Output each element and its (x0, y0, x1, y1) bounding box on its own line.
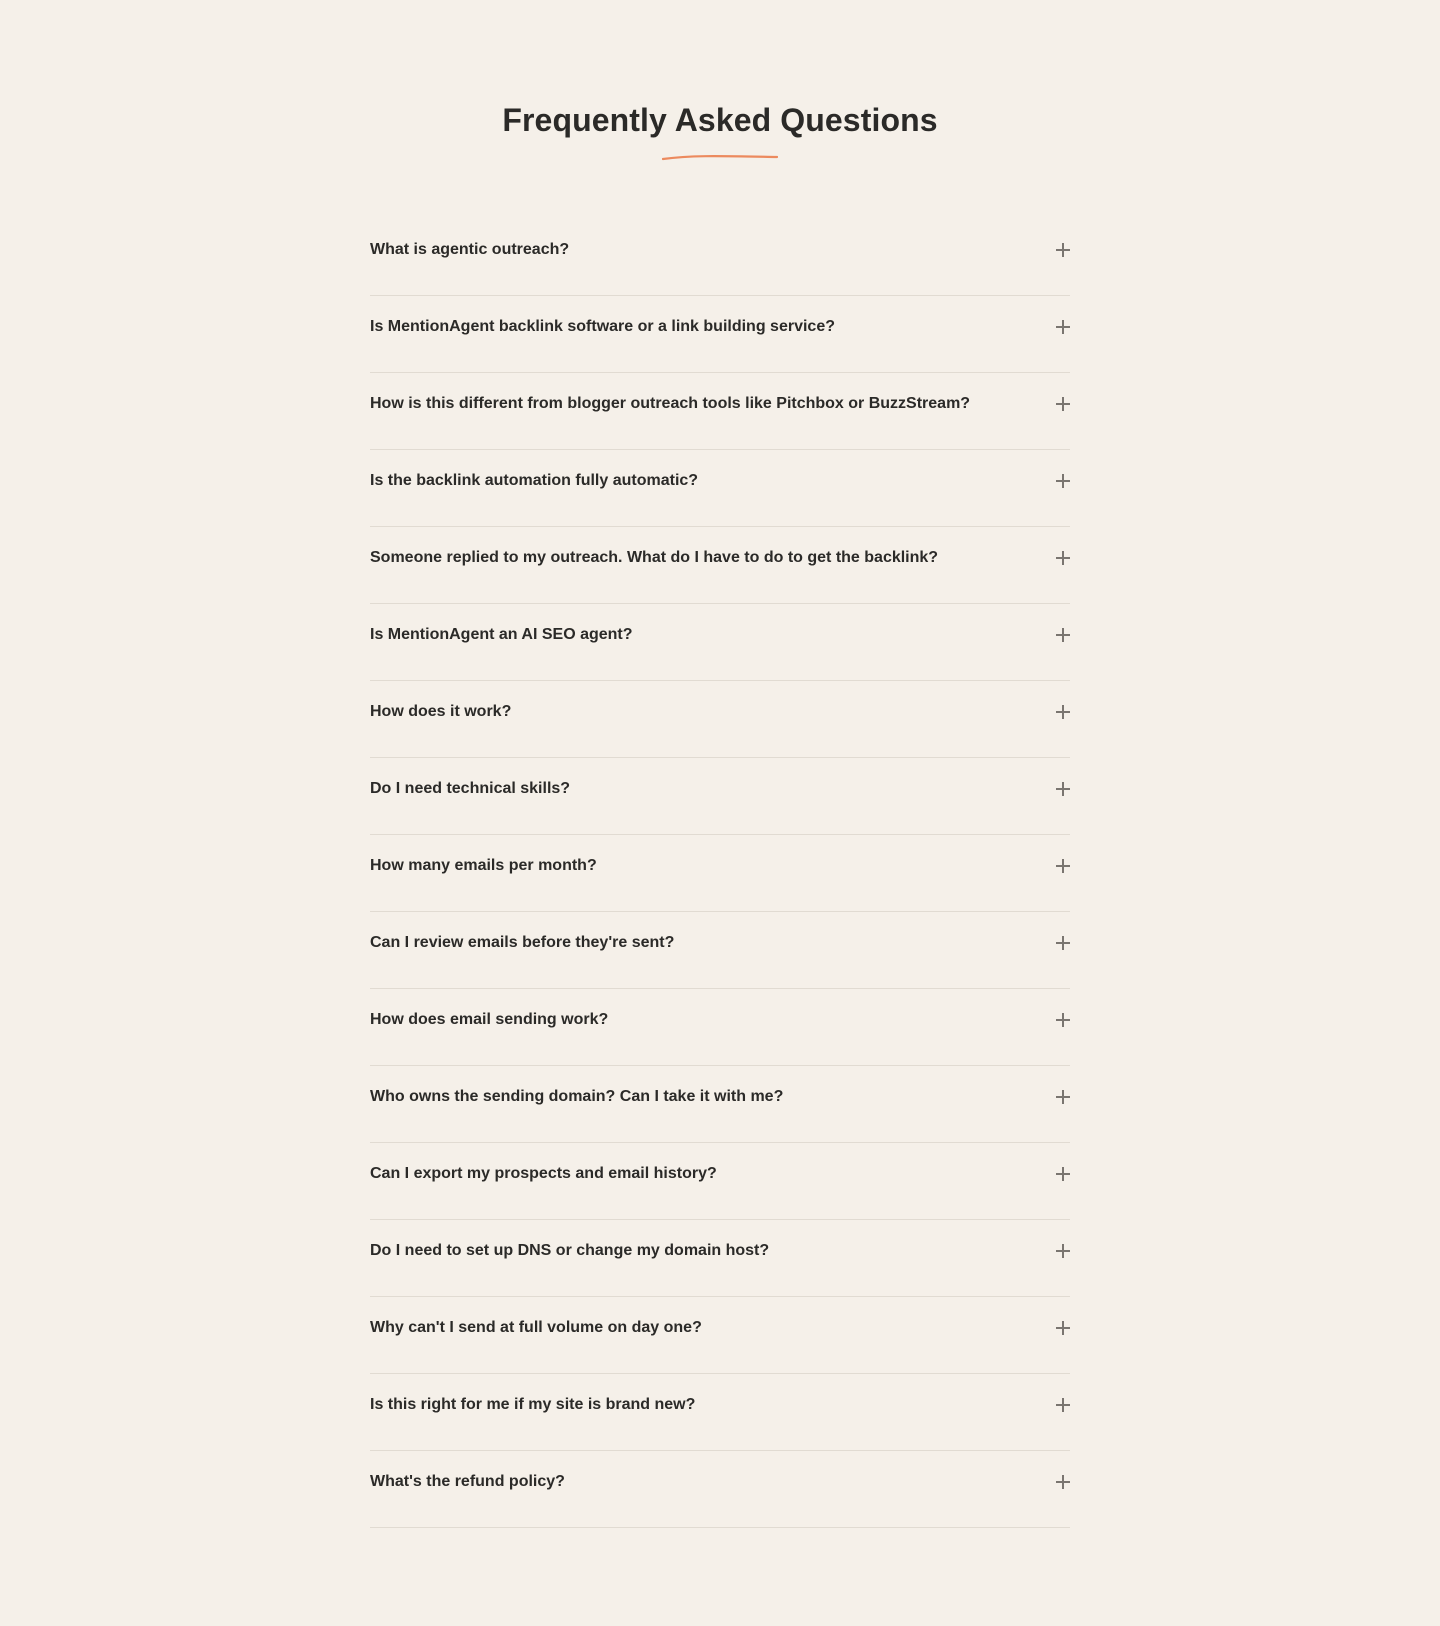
faq-item[interactable] (370, 1220, 1070, 1297)
faq-item[interactable] (370, 296, 1070, 373)
faq-question: How many emails per month? (370, 857, 597, 874)
faq-question: Is MentionAgent an AI SEO agent? (370, 626, 633, 643)
plus-icon[interactable] (1056, 1167, 1070, 1181)
plus-icon[interactable] (1056, 936, 1070, 950)
faq-question: Can I export my prospects and email history? (370, 1165, 717, 1182)
faq-question: Is the backlink automation fully automatic? (370, 472, 699, 489)
plus-icon[interactable] (1056, 1475, 1070, 1489)
faq-question: Do I need technical skills? (370, 780, 571, 797)
faq-item[interactable] (370, 450, 1070, 527)
faq-question: How is this different from blogger outreach tools like Pitchbox or BuzzStream? (370, 395, 971, 412)
faq-item[interactable] (370, 681, 1070, 758)
faq-item[interactable] (370, 835, 1070, 912)
faq-question: What is agentic outreach? (370, 241, 570, 258)
faq-question: Can I review emails before they're sent? (370, 934, 675, 951)
plus-icon[interactable] (1056, 1398, 1070, 1412)
faq-item[interactable] (370, 1143, 1070, 1220)
faq-question: What's the refund policy? (370, 1473, 565, 1490)
plus-icon[interactable] (1056, 243, 1070, 257)
plus-icon[interactable] (1056, 474, 1070, 488)
faq-item[interactable] (370, 1374, 1070, 1451)
faq-item[interactable] (370, 989, 1070, 1066)
faq-item[interactable] (370, 1066, 1070, 1143)
faq-item[interactable] (370, 604, 1070, 681)
plus-icon[interactable] (1056, 1244, 1070, 1258)
plus-icon[interactable] (1056, 397, 1070, 411)
plus-icon[interactable] (1056, 320, 1070, 334)
faq-item[interactable] (370, 373, 1070, 450)
plus-icon[interactable] (1056, 705, 1070, 719)
plus-icon[interactable] (1056, 782, 1070, 796)
title-underline (662, 153, 778, 163)
faq-item[interactable] (370, 219, 1070, 296)
faq-question: Is this right for me if my site is brand new? (370, 1396, 696, 1413)
faq-question: How does email sending work? (370, 1011, 609, 1028)
faq-item[interactable] (370, 758, 1070, 835)
plus-icon[interactable] (1056, 859, 1070, 873)
faq-item[interactable] (370, 1451, 1070, 1528)
plus-icon[interactable] (1056, 1321, 1070, 1335)
plus-icon[interactable] (1056, 1090, 1070, 1104)
faq-item[interactable] (370, 527, 1070, 604)
faq-question: Why can't I send at full volume on day one? (370, 1319, 702, 1336)
plus-icon[interactable] (1056, 1013, 1070, 1027)
faq-question: Do I need to set up DNS or change my domain host? (370, 1242, 770, 1259)
plus-icon[interactable] (1056, 551, 1070, 565)
faq-question: Is MentionAgent backlink software or a link building service? (370, 318, 835, 335)
faq-item[interactable] (370, 912, 1070, 989)
plus-icon[interactable] (1056, 628, 1070, 642)
page-title: Frequently Asked Questions (502, 102, 938, 138)
faq-question: How does it work? (370, 703, 512, 720)
faq-question: Someone replied to my outreach. What do I have to do to get the backlink? (370, 549, 939, 566)
faq-list (370, 219, 1070, 1528)
faq-item[interactable] (370, 1297, 1070, 1374)
faq-question: Who owns the sending domain? Can I take it with me? (370, 1088, 784, 1105)
